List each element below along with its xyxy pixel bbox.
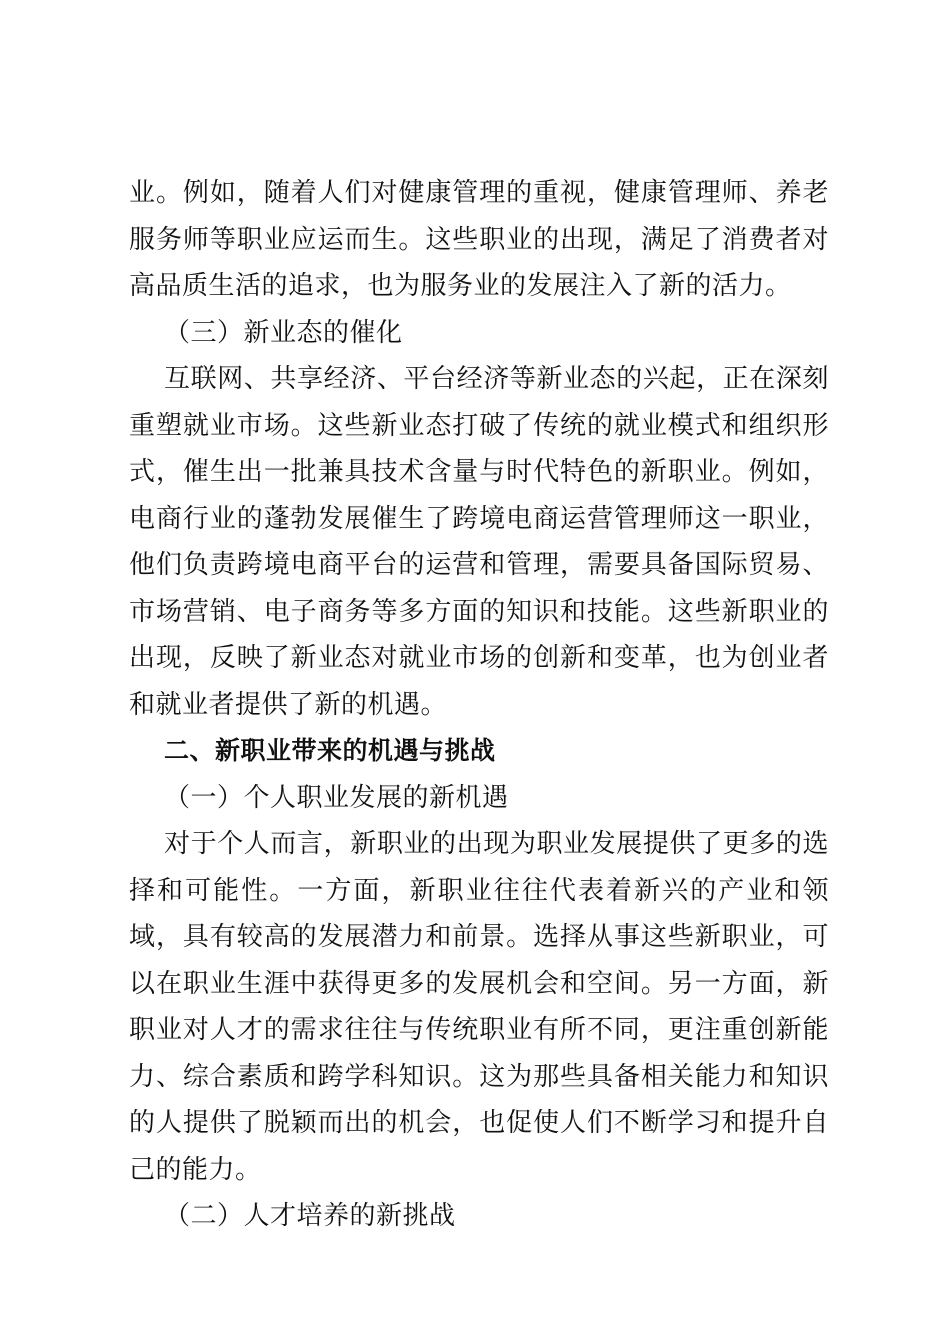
subheading-talent-training: （二）人才培养的新挑战: [164, 1201, 456, 1231]
section-heading-opportunities-challenges: 二、新职业带来的机遇与挑战: [164, 736, 496, 765]
paragraph-new-business-forms: 互联网、共享经济、平台经济等新业态的兴起，正在深刻重塑就业市场。这些新业态打破了传统的就业模式和组织形式，催生出一批兼具技术含量与时代特色的新职业。例如，电商行业的蓬勃发展催生了跨境电商运营管理师这一职业，他们负责跨境电商平台的运营和管理，需要具备国际贸易、市场营销、电子商务等多方面的知识和技能。这些新职业的出现，反映了新业态对就业市场的创新和变革，也为创业者和就业者提供了新的机遇。: [129, 364, 829, 720]
document-page: [129, 170, 829, 1240]
paragraph-personal-development: 对于个人而言，新职业的出现为职业发展提供了更多的选择和可能性。一方面，新职业往往代表着新兴的产业和领域，具有较高的发展潜力和前景。选择从事这些新职业，可以在职业生涯中获得更多的发展机会和空间。另一方面，新职业对人才的需求往往与传统职业有所不同，更注重创新能力、综合素质和跨学科知识。这为那些具备相关能力和知识的人提供了脱颖而出的机会，也促使人们不断学习和提升自己的能力。: [129, 829, 829, 1185]
paragraph-continued: 业。例如，随着人们对健康管理的重视，健康管理师、养老服务师等职业应运而生。这些职业的出现，满足了消费者对高品质生活的追求，也为服务业的发展注入了新的活力。: [129, 178, 829, 301]
subheading-new-business-forms: （三）新业态的催化: [164, 317, 403, 348]
subheading-personal-development: （一）个人职业发展的新机遇: [164, 782, 509, 813]
